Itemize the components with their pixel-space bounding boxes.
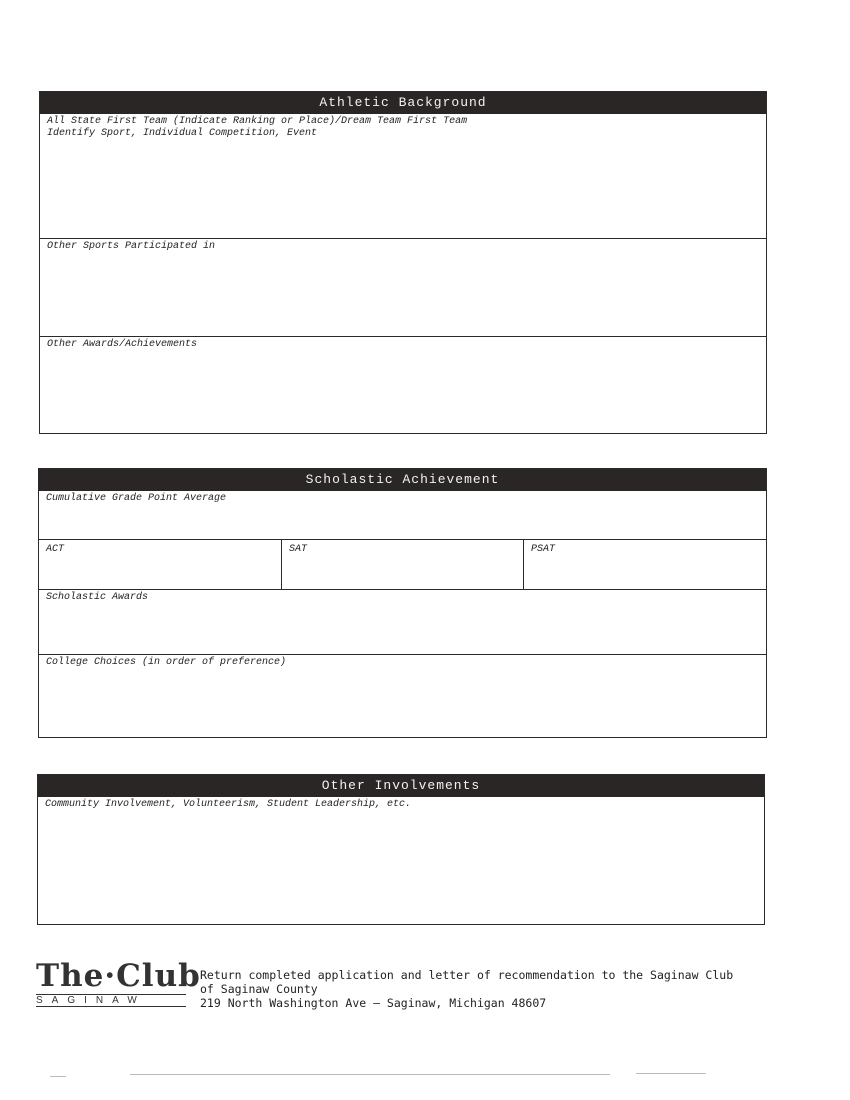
athletic-background-header: Athletic Background [40, 92, 766, 114]
test-scores-row [39, 539, 766, 589]
scholastic-achievement-header: Scholastic Achievement [39, 469, 766, 491]
the-club-logo [36, 958, 201, 1010]
return-line-1: Return completed application and letter of recommendation to the Saginaw Club [200, 968, 734, 982]
footer [36, 960, 776, 1020]
logo-wordmark: The·Club [36, 958, 201, 994]
act-field[interactable] [39, 540, 282, 589]
community-involvement-label: Community Involvement, Volunteerism, Student Leadership, etc. [45, 799, 412, 810]
gpa-label: Cumulative Grade Point Average [46, 493, 227, 504]
other-sports-label: Other Sports Participated in [47, 241, 216, 252]
gpa-field[interactable] [39, 491, 766, 539]
scan-artifact-line [130, 1074, 610, 1075]
college-choices-field[interactable] [39, 654, 766, 737]
logo-subtitle: SAGINAW [36, 994, 186, 1007]
return-instructions [200, 968, 733, 1010]
scan-artifact-line [636, 1073, 706, 1074]
sat-label: SAT [289, 544, 308, 555]
scholastic-awards-field[interactable] [39, 589, 766, 654]
athletic-background-section [39, 91, 767, 434]
scholastic-achievement-section [38, 468, 767, 738]
scan-artifact-line [50, 1076, 66, 1077]
act-label: ACT [46, 544, 65, 555]
other-awards-field[interactable] [40, 336, 766, 433]
all-state-field[interactable] [40, 114, 766, 238]
other-involvements-header: Other Involvements [38, 775, 764, 797]
scholastic-awards-label: Scholastic Awards [46, 592, 149, 603]
identify-sport-label: Identify Sport, Individual Competition, Event [47, 128, 318, 139]
other-involvements-section [37, 774, 765, 925]
return-line-2: of Saginaw County [200, 982, 318, 996]
psat-label: PSAT [531, 544, 556, 555]
community-involvement-field[interactable] [38, 797, 764, 924]
return-line-3: 219 North Washington Ave – Saginaw, Michigan 48607 [200, 996, 547, 1010]
all-state-label: All State First Team (Indicate Ranking or Place)/Dream Team First Team [47, 116, 468, 127]
other-awards-label: Other Awards/Achievements [47, 339, 198, 350]
sat-field[interactable] [282, 540, 524, 589]
college-choices-label: College Choices (in order of preference) [46, 657, 287, 668]
psat-field[interactable] [524, 540, 766, 589]
other-sports-field[interactable] [40, 238, 766, 336]
